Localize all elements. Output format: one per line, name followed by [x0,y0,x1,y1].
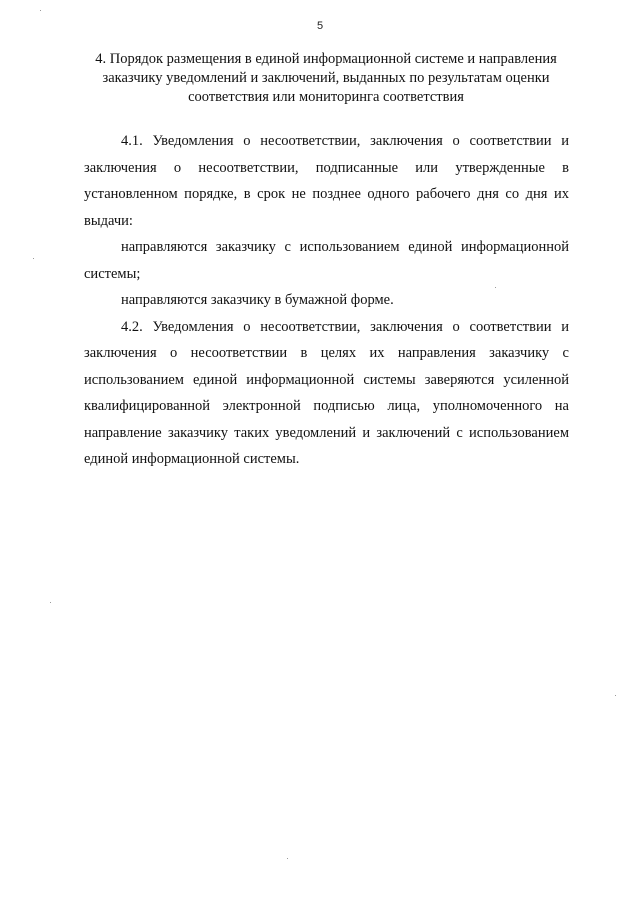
scan-speck [33,258,34,259]
paragraph-line: единой информационной системы. [84,451,300,467]
body-text [84,128,569,473]
paragraph-line: выдачи: [84,212,133,229]
scan-speck [40,10,41,11]
section-title-line: соответствия или мониторинга соответствия [188,89,464,105]
paragraph-line: направляются заказчику в бумажной форме. [121,292,394,308]
paragraph-line: направление заказчику таких уведомлений и заключений с использованием [84,424,569,441]
page-number: 5 [316,20,324,32]
paragraph-send-paper [84,287,569,314]
paragraph-line: заключения о несоответствии, подписанные или утвержденные в [84,159,569,176]
paragraph-line: заключения о несоответствии в целях их направления заказчику с [84,345,569,361]
paragraph-4-2 [84,314,569,473]
paragraph-4-1 [84,128,569,234]
section-title [84,50,568,107]
scan-speck [50,602,51,603]
paragraph-line: установленном порядке, в срок не позднее одного рабочего дня со дня их [84,186,569,202]
scan-speck [495,287,496,288]
paragraph-line: квалифицированной электронной подписью лица, уполномоченного на [84,398,569,414]
paragraph-line: системы; [84,265,141,282]
paragraph-send-electronic [84,234,569,287]
paragraph-line: направляются заказчику с использованием единой информационной [121,239,569,255]
paragraph-line: 4.2. Уведомления о несоответствии, заключения о соответствии и [121,318,569,335]
paragraph-line: использованием единой информационной системы заверяются усиленной [84,371,569,388]
section-title-line: 4. Порядок размещения в единой информационной системе и направления [95,51,557,67]
section-title-line: заказчику уведомлений и заключений, выданных по результатам оценки [102,70,550,86]
paragraph-line: 4.1. Уведомления о несоответствии, заключения о соответствии и [121,133,569,149]
scan-speck [615,695,616,696]
scan-speck [287,858,288,859]
